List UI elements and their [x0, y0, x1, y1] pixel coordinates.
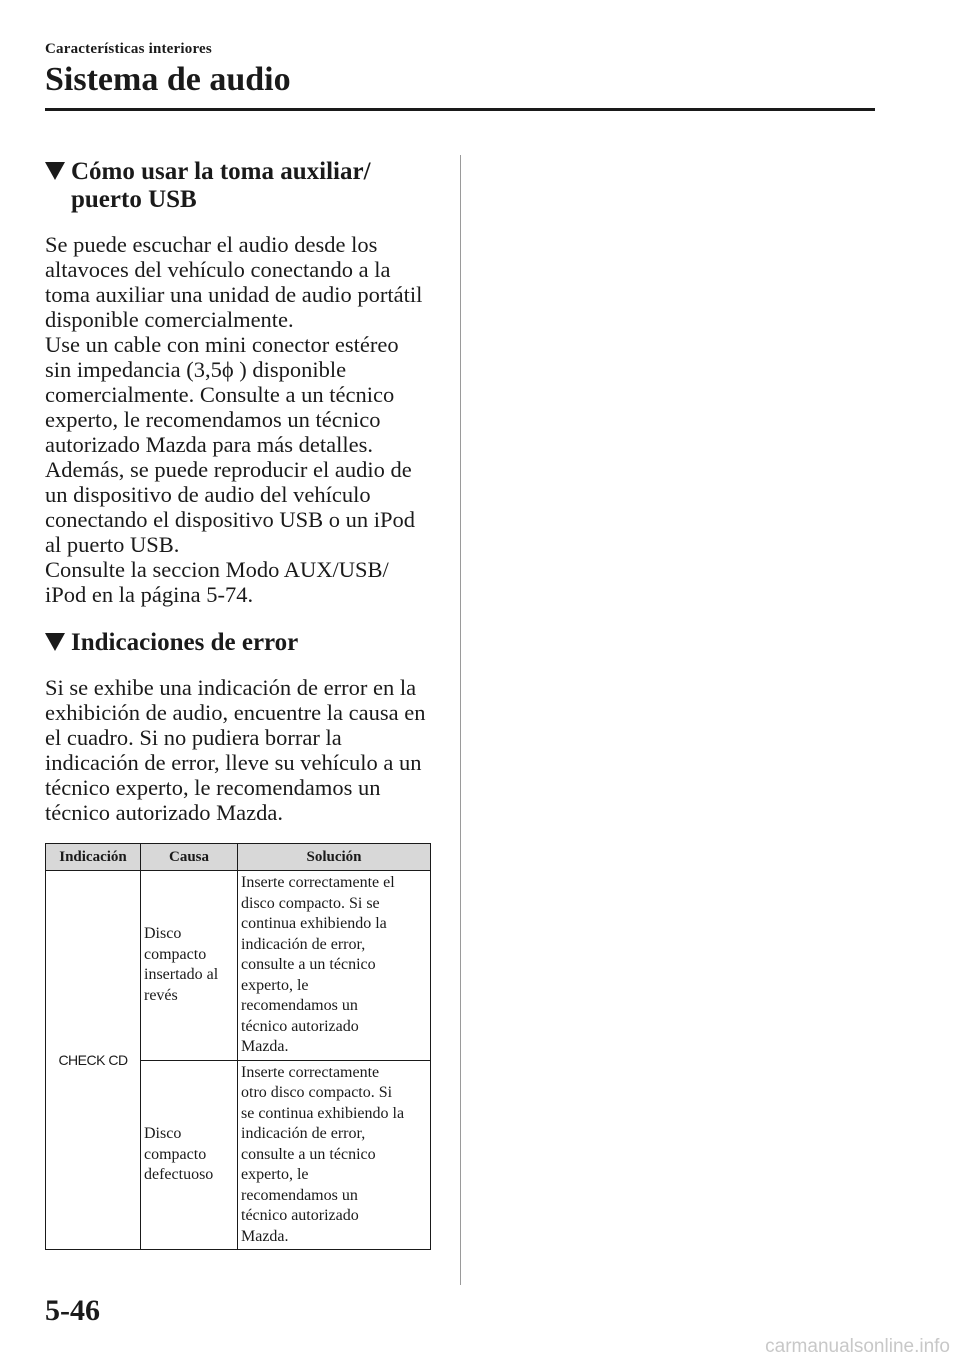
- section-error-indications: [45, 629, 435, 1250]
- section-aux-usb: [45, 158, 435, 607]
- section-heading: [45, 629, 435, 657]
- solution-cell: Inserte correctamente otro disco compacto. Si se continua exhibiendo la indicación de error, consulte a un técnico experto, le recomendamos un técnico autorizado Mazda.: [238, 1060, 431, 1250]
- column-header-solution: Solución: [238, 844, 431, 871]
- solution-cell: Inserte correctamente el disco compacto. Si se continua exhibiendo la indicación de error, consulte a un técnico experto, le recomendamos un técnico autorizado Mazda.: [238, 871, 431, 1061]
- section-heading-text: Indicaciones de error: [71, 629, 299, 656]
- cause-cell: Disco compacto insertado al revés: [141, 871, 238, 1061]
- column-header-indication: Indicación: [46, 844, 141, 871]
- section-body: Si se exhibe una indicación de error en la exhibición de audio, encuentre la causa en el cuadro. Si no pudiera borrar la indicación de error, lleve su vehículo a un técnico experto, le recomendamos un técnico autorizado Mazda.: [45, 675, 426, 825]
- page-number: 5-46: [45, 1294, 100, 1327]
- column-divider: [460, 155, 461, 1285]
- header-rule: [45, 108, 875, 111]
- page-title: Sistema de audio: [45, 61, 291, 98]
- main-content: [45, 158, 435, 1250]
- section-heading-text: Cómo usar la toma auxiliar/ puerto USB: [71, 158, 371, 213]
- table-row: [46, 871, 431, 1061]
- table-header-row: [46, 844, 431, 871]
- triangle-down-icon: [45, 633, 65, 651]
- watermark: carmanualsonline.info: [765, 1336, 950, 1357]
- column-header-cause: Causa: [141, 844, 238, 871]
- section-heading: [45, 158, 435, 214]
- indication-cell: CHECK CD: [46, 871, 141, 1250]
- triangle-down-icon: [45, 162, 65, 180]
- section-body: Se puede escuchar el audio desde los altavoces del vehículo conectando a la toma auxiliar una unidad de audio portátil disponible comercialmente. Use un cable con mini conector estéreo sin impedancia (3,5ϕ ) disponible comercialmente. Consulte a un técnico experto, le recomendamos un técnico autorizado Mazda para más detalles. Además, se puede reproducir el audio de un dispositivo de audio del vehículo conectando el dispositivo USB o un iPod al puerto USB. Consulte la seccion Modo AUX/USB/ iPod en la página 5-74.: [45, 232, 423, 607]
- cause-cell: Disco compacto defectuoso: [141, 1060, 238, 1250]
- section-label: Características interiores: [45, 41, 212, 57]
- error-table: [45, 843, 431, 1250]
